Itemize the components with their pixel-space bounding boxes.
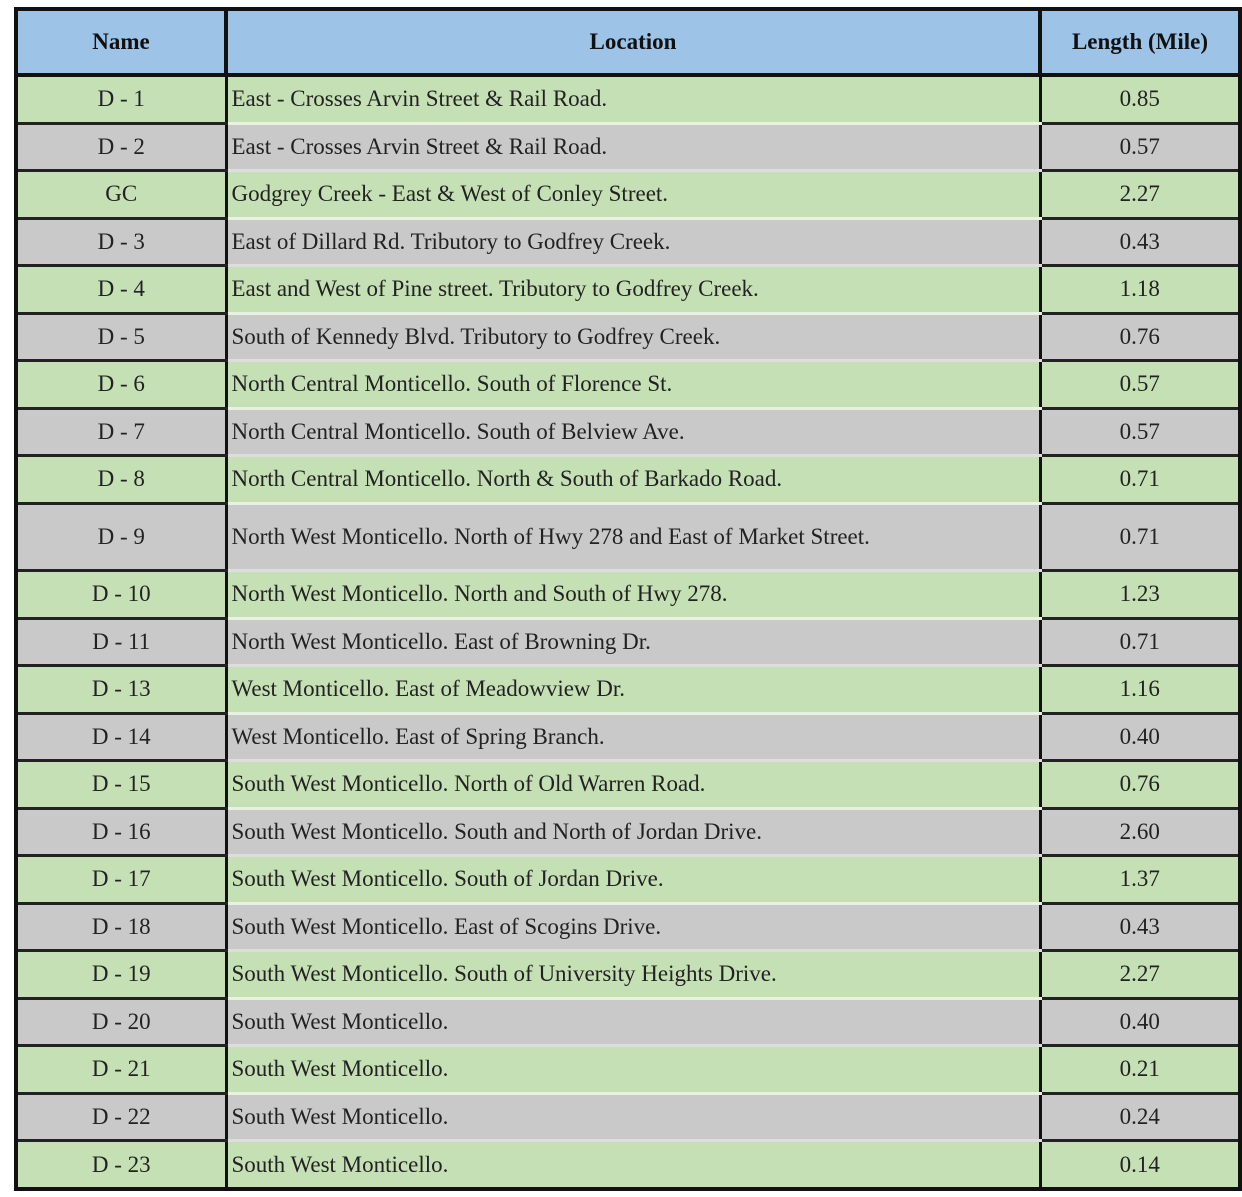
cell-location: South West Monticello. East of Scogins Drive.	[226, 903, 1040, 951]
table-row	[16, 503, 1240, 571]
cell-location: South West Monticello.	[226, 1141, 1040, 1189]
cell-name: D - 16	[16, 808, 226, 856]
table-row	[16, 761, 1240, 809]
cell-name: D - 18	[16, 903, 226, 951]
cell-name: D - 6	[16, 361, 226, 409]
cell-name: D - 15	[16, 761, 226, 809]
cell-location: Godgrey Creek - East & West of Conley Street.	[226, 171, 1040, 219]
cell-location: East - Crosses Arvin Street & Rail Road.	[226, 75, 1040, 123]
cell-name: D - 5	[16, 313, 226, 361]
cell-name: D - 13	[16, 666, 226, 714]
cell-length: 2.60	[1040, 808, 1240, 856]
header-location: Location	[226, 9, 1040, 75]
table-row	[16, 361, 1240, 409]
cell-length: 0.76	[1040, 761, 1240, 809]
table-row	[16, 1046, 1240, 1094]
table-row	[16, 456, 1240, 504]
table-row	[16, 903, 1240, 951]
cell-location: North Central Monticello. South of Florence St.	[226, 361, 1040, 409]
cell-length: 0.21	[1040, 1046, 1240, 1094]
cell-location: South West Monticello. South of University Heights Drive.	[226, 951, 1040, 999]
cell-name: D - 7	[16, 408, 226, 456]
cell-name: D - 17	[16, 856, 226, 904]
table-body	[16, 75, 1240, 1189]
table-row	[16, 171, 1240, 219]
cell-length: 1.23	[1040, 571, 1240, 619]
table-row	[16, 123, 1240, 171]
table-row	[16, 313, 1240, 361]
cell-location: West Monticello. East of Spring Branch.	[226, 713, 1040, 761]
cell-location: North West Monticello. East of Browning Dr.	[226, 618, 1040, 666]
cell-name: D - 11	[16, 618, 226, 666]
cell-location: South West Monticello.	[226, 998, 1040, 1046]
cell-location: South of Kennedy Blvd. Tributory to Godfrey Creek.	[226, 313, 1040, 361]
table-row	[16, 951, 1240, 999]
cell-length: 0.43	[1040, 903, 1240, 951]
cell-location: South West Monticello. South of Jordan Drive.	[226, 856, 1040, 904]
table-row	[16, 713, 1240, 761]
cell-length: 0.40	[1040, 998, 1240, 1046]
cell-length: 2.27	[1040, 171, 1240, 219]
cell-length: 0.24	[1040, 1093, 1240, 1141]
cell-location: East of Dillard Rd. Tributory to Godfrey Creek.	[226, 218, 1040, 266]
cell-location: North West Monticello. North and South of Hwy 278.	[226, 571, 1040, 619]
cell-location: South West Monticello.	[226, 1093, 1040, 1141]
cell-length: 0.71	[1040, 618, 1240, 666]
table-row	[16, 408, 1240, 456]
cell-name: D - 10	[16, 571, 226, 619]
table-row	[16, 998, 1240, 1046]
table-row	[16, 856, 1240, 904]
cell-length: 0.14	[1040, 1141, 1240, 1189]
cell-location: South West Monticello. South and North of Jordan Drive.	[226, 808, 1040, 856]
table-row	[16, 666, 1240, 714]
cell-length: 0.57	[1040, 361, 1240, 409]
cell-location: East - Crosses Arvin Street & Rail Road.	[226, 123, 1040, 171]
cell-location: North West Monticello. North of Hwy 278 and East of Market Street.	[226, 503, 1040, 571]
cell-location: North Central Monticello. North & South of Barkado Road.	[226, 456, 1040, 504]
cell-name: D - 20	[16, 998, 226, 1046]
cell-length: 0.43	[1040, 218, 1240, 266]
drainage-table-container	[14, 7, 1238, 1191]
table-header-row	[16, 9, 1240, 75]
table-row	[16, 75, 1240, 123]
cell-location: North Central Monticello. South of Belview Ave.	[226, 408, 1040, 456]
table-row	[16, 266, 1240, 314]
cell-name: D - 21	[16, 1046, 226, 1094]
cell-location: South West Monticello.	[226, 1046, 1040, 1094]
cell-name: D - 8	[16, 456, 226, 504]
cell-name: D - 1	[16, 75, 226, 123]
table-row	[16, 618, 1240, 666]
table-row	[16, 808, 1240, 856]
drainage-table	[14, 7, 1242, 1191]
cell-name: D - 9	[16, 503, 226, 571]
table-row	[16, 1141, 1240, 1189]
cell-length: 1.16	[1040, 666, 1240, 714]
cell-length: 0.57	[1040, 408, 1240, 456]
cell-name: D - 2	[16, 123, 226, 171]
cell-length: 1.18	[1040, 266, 1240, 314]
cell-name: GC	[16, 171, 226, 219]
cell-length: 0.57	[1040, 123, 1240, 171]
cell-length: 0.85	[1040, 75, 1240, 123]
cell-location: West Monticello. East of Meadowview Dr.	[226, 666, 1040, 714]
cell-length: 2.27	[1040, 951, 1240, 999]
header-length: Length (Mile)	[1040, 9, 1240, 75]
cell-name: D - 23	[16, 1141, 226, 1189]
cell-name: D - 22	[16, 1093, 226, 1141]
cell-length: 0.71	[1040, 503, 1240, 571]
cell-length: 0.71	[1040, 456, 1240, 504]
table-row	[16, 571, 1240, 619]
cell-name: D - 4	[16, 266, 226, 314]
cell-name: D - 14	[16, 713, 226, 761]
cell-location: East and West of Pine street. Tributory to Godfrey Creek.	[226, 266, 1040, 314]
table-row	[16, 218, 1240, 266]
header-name: Name	[16, 9, 226, 75]
cell-length: 0.40	[1040, 713, 1240, 761]
cell-name: D - 3	[16, 218, 226, 266]
cell-location: South West Monticello. North of Old Warren Road.	[226, 761, 1040, 809]
cell-length: 0.76	[1040, 313, 1240, 361]
cell-name: D - 19	[16, 951, 226, 999]
cell-length: 1.37	[1040, 856, 1240, 904]
table-row	[16, 1093, 1240, 1141]
